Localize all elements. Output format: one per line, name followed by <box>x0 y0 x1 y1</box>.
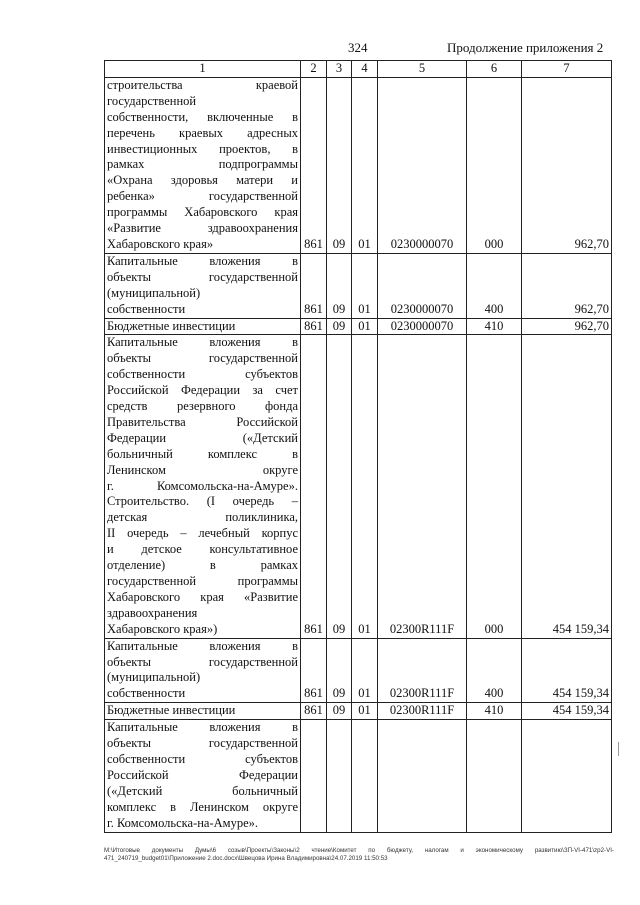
description-line: собственности, включенные в <box>107 109 298 124</box>
description-line: собственности субъектов <box>107 367 298 382</box>
target-article-code-cell: 02300R111F <box>378 335 467 638</box>
description-line: «Охрана здоровья матери и <box>107 173 298 188</box>
row-description <box>105 318 301 335</box>
target-article-code-cell: 02300R111F <box>378 638 467 703</box>
description-line: средств резервного фонда <box>107 399 298 414</box>
section-code-cell: 09 <box>327 77 352 253</box>
admin-code-cell: 861 <box>301 638 327 703</box>
description-line: комплекс в Ленинском округе <box>107 799 298 814</box>
column-header: 5 <box>378 61 467 78</box>
description-line: собственности субъектов <box>107 751 298 766</box>
description-line: г. Комсомольска-на-Амуре». <box>107 478 298 493</box>
column-header: 4 <box>352 61 378 78</box>
subsection-code-cell: 01 <box>352 335 378 638</box>
column-header: 2 <box>301 61 327 78</box>
subsection-code-cell <box>352 720 378 832</box>
description-line: собственности <box>107 301 186 316</box>
description-line: Ленинском округе <box>107 462 298 477</box>
expense-type-code-cell: 410 <box>467 318 522 335</box>
description-line: Строительство. (I очередь – <box>107 494 298 509</box>
continuation-note: Продолжение приложения 2 <box>447 40 604 55</box>
file-path-footer: М:\Итоговые документы Думы\6 созыв\Проекты\Законы\2 чтение\Комитет по бюджету, налогам и экономическому развитию\ЗП-VI-471\zp2-VI-471_240719_budget01\Приложение 2.doc.docx\Швецова Ирина Владимировна\24.07.2019 11:50:53 <box>104 847 614 862</box>
row-description <box>105 703 301 720</box>
section-code-cell: 09 <box>327 638 352 703</box>
description-line: Федерации («Детский <box>107 430 298 445</box>
expense-type-code-cell: 000 <box>467 77 522 253</box>
section-code-cell <box>327 720 352 832</box>
section-code-cell: 09 <box>327 335 352 638</box>
description-line: государственной <box>107 93 197 108</box>
target-article-code-cell: 0230000070 <box>378 253 467 318</box>
row-description <box>105 335 301 638</box>
subsection-code-cell: 01 <box>352 253 378 318</box>
column-header: 7 <box>522 61 612 78</box>
amount-cell: 962,70 <box>522 77 612 253</box>
margin-mark <box>618 742 623 756</box>
description-line: отделение) в рамках <box>107 558 298 573</box>
admin-code-cell: 861 <box>301 77 327 253</box>
description-line: объекты государственной <box>107 736 298 751</box>
subsection-code-cell: 01 <box>352 318 378 335</box>
description-line: государственной программы <box>107 574 298 588</box>
subsection-code-cell: 01 <box>352 703 378 720</box>
description-line: инвестиционных проектов, в <box>107 141 298 156</box>
description-line: Российской Федерации за счет <box>107 383 298 398</box>
expense-type-code-cell: 410 <box>467 703 522 720</box>
table-row <box>105 703 612 720</box>
row-description <box>105 720 301 832</box>
row-description <box>105 253 301 318</box>
section-code-cell: 09 <box>327 253 352 318</box>
section-code-cell: 09 <box>327 703 352 720</box>
section-code-cell: 09 <box>327 318 352 335</box>
description-line: Капитальные вложения в <box>107 638 298 653</box>
description-line: II очередь – лечебный корпус <box>107 526 298 541</box>
description-line: программы Хабаровского края <box>107 205 298 220</box>
column-header: 3 <box>327 61 352 78</box>
table-row <box>105 335 612 638</box>
description-line: Российской Федерации <box>107 767 298 782</box>
admin-code-cell: 861 <box>301 703 327 720</box>
description-line: детская поликлиника, <box>107 510 298 525</box>
description-line: больничный комплекс в <box>107 446 298 461</box>
description-line: объекты государственной <box>107 269 298 284</box>
description-line: Бюджетные инвестиции <box>107 318 236 333</box>
table-row <box>105 318 612 335</box>
table-row <box>105 720 612 832</box>
description-line: Правительства Российской <box>107 414 298 429</box>
expense-type-code-cell: 400 <box>467 638 522 703</box>
target-article-code-cell: 02300R111F <box>378 703 467 720</box>
column-header: 1 <box>105 61 301 78</box>
target-article-code-cell: 0230000070 <box>378 318 467 335</box>
description-line: и детское консультативное <box>107 542 298 557</box>
page-number: 324 <box>348 40 368 55</box>
admin-code-cell: 861 <box>301 318 327 335</box>
description-line: перечень краевых адресных <box>107 125 298 140</box>
description-line: Капитальные вложения в <box>107 253 298 268</box>
row-description <box>105 77 301 253</box>
budget-table <box>104 60 612 833</box>
description-line: объекты государственной <box>107 351 298 366</box>
description-line: (муниципальной) <box>107 670 201 685</box>
description-line: здравоохранения <box>107 605 198 620</box>
description-line: ребенка» государственной <box>107 189 298 204</box>
admin-code-cell: 861 <box>301 253 327 318</box>
description-line: Хабаровского края») <box>107 621 218 636</box>
table-row <box>105 638 612 703</box>
description-line: собственности <box>107 686 186 701</box>
description-line: объекты государственной <box>107 654 298 669</box>
amount-cell: 962,70 <box>522 318 612 335</box>
description-line: г. Комсомольска-на-Амуре». <box>107 815 259 830</box>
expense-type-code-cell <box>467 720 522 832</box>
description-line: Хабаровского края «Развитие <box>107 589 298 604</box>
expense-type-code-cell: 400 <box>467 253 522 318</box>
amount-cell <box>522 720 612 832</box>
subsection-code-cell: 01 <box>352 77 378 253</box>
description-line: («Детский больничный <box>107 783 298 798</box>
description-line: Капитальные вложения в <box>107 720 298 735</box>
description-line: рамках подпрограммы <box>107 157 298 172</box>
expense-type-code-cell: 000 <box>467 335 522 638</box>
table-header-row <box>105 61 612 78</box>
description-line: Хабаровского края» <box>107 236 214 251</box>
amount-cell: 454 159,34 <box>522 335 612 638</box>
description-line: строительства краевой <box>107 77 298 92</box>
target-article-code-cell <box>378 720 467 832</box>
amount-cell: 454 159,34 <box>522 703 612 720</box>
description-line: «Развитие здравоохранения <box>107 221 298 236</box>
amount-cell: 962,70 <box>522 253 612 318</box>
row-description <box>105 638 301 703</box>
description-line: Капитальные вложения в <box>107 335 298 350</box>
admin-code-cell: 861 <box>301 335 327 638</box>
table-row <box>105 77 612 253</box>
target-article-code-cell: 0230000070 <box>378 77 467 253</box>
table-row <box>105 253 612 318</box>
subsection-code-cell: 01 <box>352 638 378 703</box>
admin-code-cell <box>301 720 327 832</box>
description-line: (муниципальной) <box>107 285 201 300</box>
column-header: 6 <box>467 61 522 78</box>
amount-cell: 454 159,34 <box>522 638 612 703</box>
description-line: Бюджетные инвестиции <box>107 703 236 718</box>
